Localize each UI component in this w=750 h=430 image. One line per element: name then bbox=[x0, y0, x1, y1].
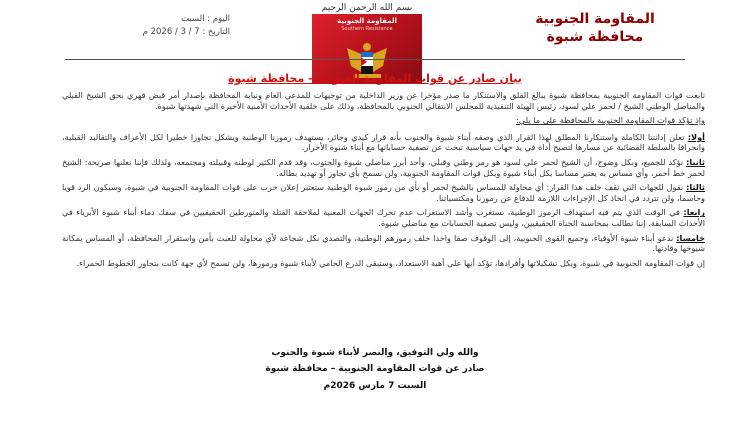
point-2 bbox=[62, 157, 705, 178]
point-4-lead: رابعا: bbox=[683, 207, 705, 218]
issue-date: السبت 7 مارس 2026م bbox=[323, 381, 427, 391]
org-region: محافظة شبوة bbox=[546, 29, 644, 45]
point-3-text: نقول للجهات التي تقف خلف هذا القرار: أي محاولة للمساس بالشيخ لحمر أو بأي من رموز شبوة الوطنية ستعتبر إعلان حرب على قوات المقاومة الجنوبية في شبوة، وسيكون الرد قويا وحاسما، ولن تتردد في اتخاذ كل الإجراءات اللازمة للدفاع عن رموزنا ومكتسباتنا. bbox=[62, 182, 705, 203]
conclusion-paragraph: إن قوات المقاومة الجنوبية في شبوة، وبكل تشكيلاتها وأفرادها، تؤكد أنها على أهبة الاستعداد، وستبقى الدرع الحامي لأبناء شبوة ورموزها، ولن تسمح لأي جهة كانت بتجاوز الخطوط الحمراء. bbox=[76, 257, 705, 268]
date-block bbox=[120, 13, 230, 39]
point-2-lead: ثانيا: bbox=[686, 156, 705, 167]
day-label: اليوم : السبت bbox=[181, 14, 230, 24]
point-4-text: في الوقت الذي يتم فيه استهداف الرموز الوطنية، نستغرب وأشد الاستغراب عدم تحرك الجهات المعنية لملاحقة القتلة والمتورطين الحقيقيين في سفك دماء أبناء شبوة الأبرياء في الأحداث السابقة. إننا نطالب بمحاسبة الجناة الحقيقيين، وليس تصفية الحسابات مع مناضلي شبوة. bbox=[62, 207, 705, 228]
org-header bbox=[500, 10, 690, 46]
point-5 bbox=[62, 233, 705, 254]
logo-subtitle: Southern Resistance bbox=[341, 26, 393, 32]
intro-paragraph: تابعت قوات المقاومة الجنوبية بمحافظة شبوة ببالغ القلق والاستنكار ما صدر مؤخرا عن وزير الداخلية من توجيهات للمدعي العام ونيابة المحافظة بإصدار أمر قبض قهري بحق الشيخ القبلي والمناضل الوطني الشيخ / لحمر علي لسود، رئيس الهيئة التنفيذية للمجلس الانتقالي الجنوبي بالمحافظة، وذلك على خلفية الأحداث الأمنية الأخيرة التي شهدتها شبوة. bbox=[62, 90, 705, 111]
statement-body bbox=[62, 90, 705, 272]
point-4 bbox=[62, 207, 705, 228]
logo-title: المقاومة الجنوبية bbox=[337, 17, 397, 25]
point-3 bbox=[62, 182, 705, 203]
point-5-lead: خامسا: bbox=[676, 232, 705, 243]
point-1 bbox=[62, 132, 705, 153]
date-label: التاريخ : 7 / 3 / 2026 م bbox=[142, 27, 230, 37]
point-3-lead: ثالثا: bbox=[686, 182, 705, 193]
point-1-lead: أولا: bbox=[687, 131, 705, 142]
basmala: بسم الله الرحمن الرحيم bbox=[321, 3, 413, 13]
intro-lead: وإذ تؤكد قوات المقاومة الجنوبية بالمحافظة على ما يلي: bbox=[516, 115, 705, 126]
org-name: المقاومة الجنوبية bbox=[535, 11, 655, 27]
point-5-text: ندعو أبناء شبوة الأوفياء، وجميع القوى الجنوبية، إلى الوقوف صفا واحدا خلف رموزهم الوطنية، والتصدي بكل شجاعة لأي محاولة للعبث بأمن واستقرار المحافظة، أو المساس بمكانة شيوخها وقادتها. bbox=[62, 232, 705, 254]
point-1-text: تعلن إدانتنا الكاملة واستنكارنا المطلق لهذا القرار الذي وصفه أبناء شبوة والجنوب بأنه قرار كيدي وجائر، يستهدف رموزنا الوطنية ويشكل تجاوزا خطيرا لكل الأعراف والتقاليد القبلية، وانحرافا بالسلطة القضائية عن مسارها لتصبح أداة في يد جهات سياسية تبحث عن تصفية حساباتها مع أبناء شبوة الأحرار. bbox=[62, 131, 705, 153]
document-title: بيان صادر عن قوات المقاومة الجنوبية – محافظة شبوة bbox=[228, 72, 522, 85]
signature-line: صادر عن قوات المقاومة الجنوبية – محافظة شبوة bbox=[265, 364, 485, 374]
closing-line: والله ولي التوفيق، والنصر لأبناء شبوة والجنوب bbox=[271, 348, 479, 358]
point-2-text: نؤكد للجميع، وبكل وضوح، أن الشيخ لحمر علي لسود هو رمز وطني وقبلي، وأحد أبرز مناضلي شبوة والجنوب، وقد قدم الكثير لوطنه وقبيلته ومجتمعه، ولذلك فإننا نعلنها صريحة: الشيخ لحمر خط أحمر، وأي مساس به يعتبر مساسا بكل أبناء شبوة وبكل قوات المقاومة الجنوبية، ولن نسمح بأي تجاوز أو تهديد بطاله. bbox=[62, 156, 705, 178]
header-divider bbox=[65, 59, 685, 60]
